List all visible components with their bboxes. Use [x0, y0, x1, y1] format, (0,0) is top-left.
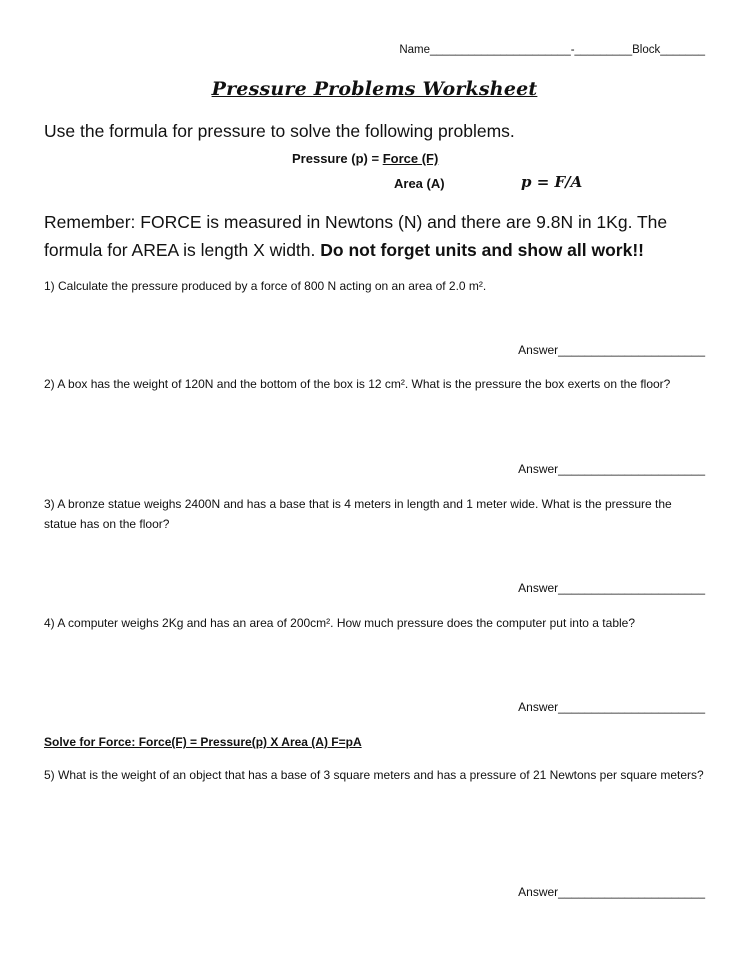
page-title: Pressure Problems Worksheet — [211, 78, 538, 100]
formula-force: Force (F) — [382, 151, 439, 166]
formula-equation: p = F/A — [521, 173, 583, 191]
remember-bold: Do not forget units and show all work!! — [320, 240, 644, 260]
question-1: 1) Calculate the pressure produced by a force of 800 N acting on an area of 2.0 m². — [44, 279, 487, 293]
question-5: 5) What is the weight of an object that has a base of 3 square meters and has a pressure of 21 Newtons per square meters? — [44, 768, 704, 782]
answer-line-1[interactable]: Answer______________________ — [518, 343, 705, 357]
name-block-line: Name______________________-_________Block_______ — [399, 44, 705, 56]
question-3: 3) A bronze statue weighs 2400N and has a base that is 4 meters in length and 1 meter wide. What is the pressure the statue has on the floor? — [44, 497, 672, 531]
formula-denominator: Area (A) — [394, 176, 445, 191]
answer-line-5[interactable]: Answer______________________ — [518, 885, 705, 899]
instruction-text: Use the formula for pressure to solve the following problems. — [44, 121, 515, 141]
formula-numerator — [292, 151, 438, 166]
answer-line-4[interactable]: Answer______________________ — [518, 700, 705, 714]
answer-line-2[interactable]: Answer______________________ — [518, 462, 705, 476]
question-2: 2) A box has the weight of 120N and the bottom of the box is 12 cm². What is the pressure the box exerts on the floor? — [44, 377, 671, 391]
answer-line-3[interactable]: Answer______________________ — [518, 581, 705, 595]
section-heading-solve-force: Solve for Force: Force(F) = Pressure(p) X Area (A) F=pA — [44, 735, 362, 749]
question-4: 4) A computer weighs 2Kg and has an area of 200cm². How much pressure does the computer put into a table? — [44, 616, 636, 630]
formula-numerator-prefix: Pressure (p) = — [292, 151, 383, 166]
remember-text: Remember: FORCE is measured in Newtons (N) and there are 9.8N in 1Kg. The formula for AREA is length X width. — [44, 212, 668, 260]
remember-note — [44, 208, 714, 264]
